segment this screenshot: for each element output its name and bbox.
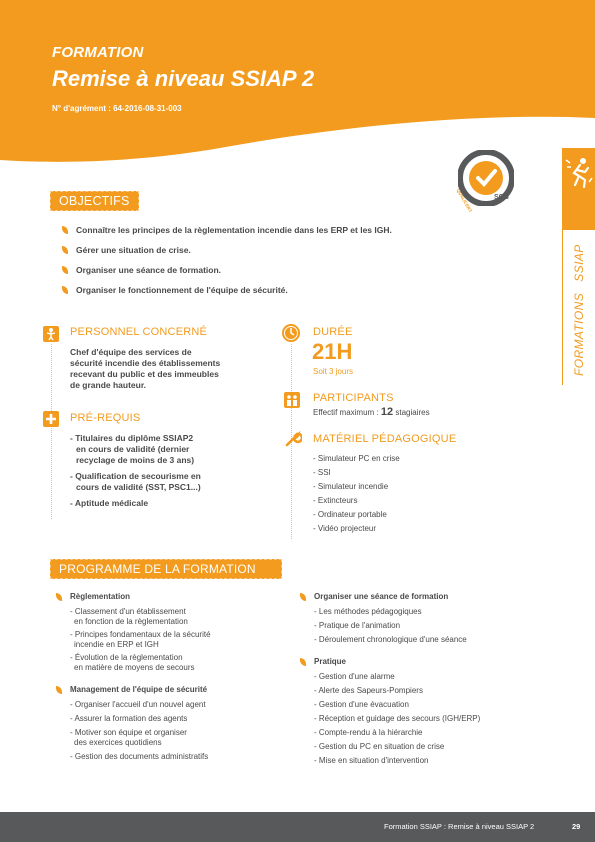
participants-count: 12 <box>380 406 394 418</box>
certification-brand: QUALICERT <box>455 188 474 214</box>
programme-left-column <box>56 592 286 762</box>
footer-text: Formation SSIAP : Remise à niveau SSIAP 2 <box>384 822 535 831</box>
programme-heading: Pratique <box>300 657 530 666</box>
list-item: - Vidéo projecteur <box>313 524 376 533</box>
list-item: - Évolution de la règlementation en matière de moyens de secours <box>70 653 195 672</box>
participants-text: Effectif maximum : 12 stagiaires <box>313 406 430 418</box>
objectifs-list <box>62 225 462 305</box>
programme-heading: Management de l'équipe de sécurité <box>56 685 286 694</box>
list-item: - Simulateur PC en crise <box>313 454 400 463</box>
wrench-icon <box>284 430 302 448</box>
list-item: - Pratique de l'animation <box>314 621 401 630</box>
programme-sublist <box>70 700 286 762</box>
footer-bar <box>0 812 595 842</box>
left-dotted-rule <box>51 344 52 519</box>
side-tab-label: FORMATIONS SSIAP <box>572 244 586 376</box>
list-item: - Gestion d'une alarme <box>314 672 395 681</box>
leaf-bullet-icon <box>62 246 68 254</box>
materiel-list <box>313 454 513 538</box>
clock-icon <box>281 323 301 343</box>
programme-sublist <box>70 607 286 673</box>
leaf-bullet-icon <box>300 593 306 601</box>
page-title: Remise à niveau SSIAP 2 <box>52 66 315 91</box>
programme-sublist <box>314 672 530 766</box>
prerequis-title: PRÉ-REQUIS <box>70 412 141 424</box>
list-item: Gérer une situation de crise. <box>62 245 462 265</box>
list-item: - Classement d'un établissement en fonction de la règlementation <box>70 607 188 626</box>
list-item: - Motiver son équipe et organiser des exercices quotidiens <box>70 728 187 747</box>
list-item: - Gestion du PC en situation de crise <box>314 742 445 751</box>
list-item: - Principes fondamentaux de la sécurité incendie en ERP et IGH <box>70 630 211 649</box>
list-item: - Simulateur incendie <box>313 482 389 491</box>
list-item: - SSI <box>313 468 331 477</box>
programme-heading: Organiser une séance de formation <box>300 592 530 601</box>
list-item: - Gestion des documents administratifs <box>70 752 209 761</box>
person-icon <box>43 326 59 342</box>
programme-title: PROGRAMME DE LA FORMATION <box>50 559 282 579</box>
list-item: - Organiser l'accueil d'un nouvel agent <box>70 700 206 709</box>
list-item: - Assurer la formation des agents <box>70 714 188 723</box>
running-person-icon <box>562 154 595 194</box>
leaf-bullet-icon <box>56 593 62 601</box>
leaf-bullet-icon <box>300 658 306 666</box>
list-item: - Réception et guidage des secours (IGH/ERP) <box>314 714 481 723</box>
list-item: - Titulaires du diplôme SSIAP2 en cours de validité (dernier recyclage de moins de 3 ans) <box>70 433 195 465</box>
prerequis-list <box>70 433 270 509</box>
programme-heading: Règlementation <box>56 592 286 601</box>
list-item: Connaître les principes de la règlementation incendie dans les ERP et les IGH. <box>62 225 462 245</box>
list-item: Organiser le fonctionnement de l'équipe de sécurité. <box>62 285 462 305</box>
programme-sublist <box>314 607 530 645</box>
list-item: - Qualification de secourisme en cours de validité (SST, PSC1...) <box>70 471 201 492</box>
sgs-mark: SGS <box>494 194 509 201</box>
objectifs-title: OBJECTIFS <box>50 191 139 211</box>
group-icon <box>284 392 300 408</box>
materiel-title: MATÉRIEL PÉDAGOGIQUE <box>313 433 457 445</box>
header-formation-label: FORMATION <box>52 44 144 61</box>
list-item: - Déroulement chronologique d'une séance <box>314 635 467 644</box>
header-banner <box>0 0 595 170</box>
list-item: Organiser une séance de formation. <box>62 265 462 285</box>
list-item: - Gestion d'une évacuation <box>314 700 409 709</box>
side-tab-line <box>562 230 564 385</box>
duree-value: 21H <box>312 339 353 364</box>
leaf-bullet-icon <box>62 266 68 274</box>
side-tab-wedge <box>562 148 595 230</box>
leaf-bullet-icon <box>62 226 68 234</box>
list-item: - Mise en situation d'intervention <box>314 756 429 765</box>
programme-right-column <box>300 592 530 766</box>
leaf-bullet-icon <box>62 286 68 294</box>
list-item: - Alerte des Sapeurs-Pompiers <box>314 686 423 695</box>
agrement-number: N° d'agrément : 64-2016-08-31-003 <box>52 104 182 113</box>
leaf-bullet-icon <box>56 686 62 694</box>
participants-title: PARTICIPANTS <box>313 392 394 404</box>
list-item: - Ordinateur portable <box>313 510 387 519</box>
personnel-text: Chef d'équipe des services de sécurité incendie des établissements recevant du public et des immeubles de grande hauteur. <box>70 347 221 390</box>
plus-icon <box>43 411 59 427</box>
certification-badge <box>455 150 514 214</box>
list-item: - Compte-rendu à la hiérarchie <box>314 728 423 737</box>
list-item: - Extincteurs <box>313 496 358 505</box>
list-item: - Aptitude médicale <box>70 498 149 508</box>
duree-sub: Soit 3 jours <box>313 367 354 376</box>
page-number: 29 <box>572 822 581 831</box>
personnel-title: PERSONNEL CONCERNÉ <box>70 326 208 338</box>
duree-title: DURÉE <box>313 326 353 338</box>
side-tab <box>562 148 595 388</box>
list-item: - Les méthodes pédagogiques <box>314 607 422 616</box>
